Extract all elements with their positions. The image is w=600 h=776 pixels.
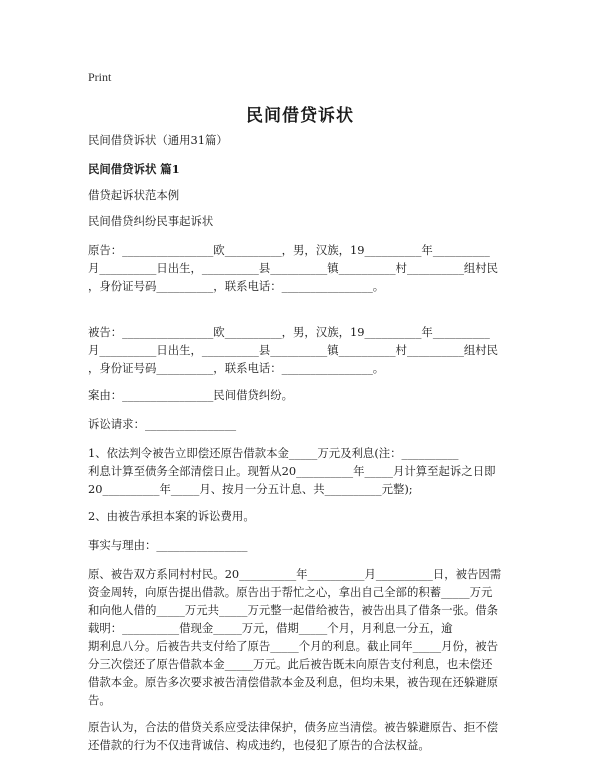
subtitle: 民间借贷诉状（通用31篇） <box>88 133 228 147</box>
facts-label: 事实与理由：________________ <box>88 538 248 552</box>
section-heading: 民间借贷诉状 篇1 <box>88 162 180 176</box>
print-label: Print <box>88 70 112 84</box>
conclusion-line: 还借款的行为不仅违背诚信、构成违约，也侵犯了原告的合法权益。 <box>88 738 430 752</box>
plaintiff-line: ，身份证号码__________，联系电话：________________。 <box>88 279 385 293</box>
claim-line: 20__________年_____月、按月一分五计息、共__________元整); <box>88 482 413 496</box>
facts-line: 和向他人借的_____万元共_____万元整一起借给被告，被告出具了借条一张。借条 <box>88 603 499 617</box>
plaintiff-line: 月__________日出生，__________县__________镇__________村__________组村民 <box>88 261 499 275</box>
facts-line: 期利息八分。后被告共支付给了原告_____个月的利息。截止同年_____月份，被告 <box>88 639 499 653</box>
facts-line: 告。 <box>88 693 111 707</box>
defendant-line: 月__________日出生，__________县__________镇__________村__________组村民 <box>88 343 499 357</box>
conclusion-line: 原告认为，合法的借贷关系应受法律保护，债务应当清偿。被告躲避原告、拒不偿 <box>88 720 499 734</box>
case-by: 案由：________________民间借贷纠纷。 <box>88 388 294 402</box>
facts-line: 原、被告双方系同村村民。20__________年__________月__________日，被告因需 <box>88 567 502 581</box>
facts-line: 载明：__________借现金_____万元，借期_____个月，月利息一分五，逾 <box>88 621 453 635</box>
claim-2: 2、由被告承担本案的诉讼费用。 <box>88 509 255 523</box>
defendant-line: 被告：________________欧__________，男，汉族，19__________年__________ <box>88 325 490 339</box>
document-title: 民间借贷诉状 <box>246 106 354 126</box>
claim-line: 1、依法判令被告立即偿还原告借款本金_____万元及利息(注：__________ <box>88 446 459 460</box>
intro-form: 民间借贷纠纷民事起诉状 <box>88 214 214 228</box>
claims-label: 诉讼请求：________________ <box>88 417 237 431</box>
plaintiff-line: 原告：________________欧__________，男，汉族，19__________年__________ <box>88 243 490 257</box>
claim-line: 利息计算至债务全部清偿日止。现暂从20__________年_____月计算至起诉之日即 <box>88 464 496 478</box>
intro-sample: 借贷起诉状范本例 <box>88 188 180 202</box>
facts-line: 分三次偿还了原告借款本金_____万元。此后被告既未向原告支付利息，也未偿还 <box>88 657 493 671</box>
facts-line: 借款本金。原告多次要求被告清偿借款本金及利息，但均未果，被告现在还躲避原 <box>88 675 499 689</box>
defendant-line: ，身份证号码__________，联系电话：________________。 <box>88 361 385 375</box>
facts-line: 资金周转，向原告提出借款。原告出于帮忙之心，拿出自己全部的积蓄_____万元 <box>88 585 493 599</box>
